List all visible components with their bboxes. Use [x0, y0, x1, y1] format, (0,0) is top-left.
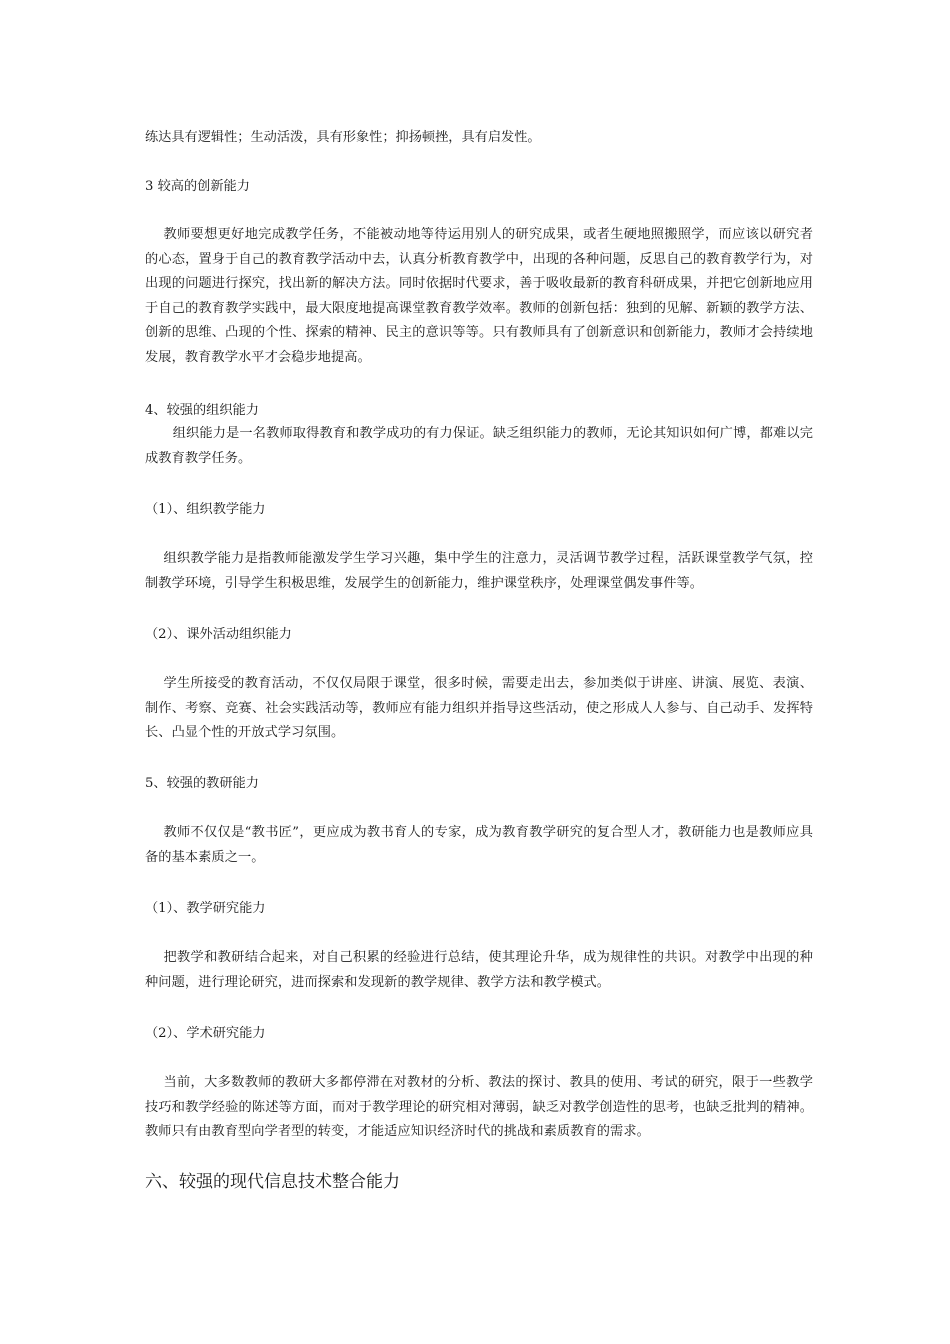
paragraph-extracurricular: 学生所接受的教育活动，不仅仅局限于课堂，很多时候，需要走出去，参加类似于讲座、讲演、展览、表演、制作、考察、竞赛、社会实践活动等，教师应有能力组织并指导这些活动，使之形成人人参与、自己动手、发挥特长、凸显个性的开放式学习氛围。	[145, 676, 813, 740]
heading-academic-research: （2）、学术研究能力	[145, 1026, 266, 1041]
paragraph-intro-end: 练达具有逻辑性；生动活泼，具有形象性；抑扬顿挫，具有启发性。	[145, 130, 541, 145]
heading-organization-ability: 4、较强的组织能力	[145, 403, 259, 418]
paragraph-innovation: 教师要想更好地完成教学任务，不能被动地等待运用别人的研究成果，或者生硬地照搬照学，而应该以研究者的心态，置身于自己的教育教学活动中去，认真分析教育教学中，出现的各种问题，反思自己的教育教学行为，对出现的问题进行探究，找出新的解决方法。同时依据时代要求，善于吸收最新的教育科研成果，并把它创新地应用于自己的教育教学实践中，最大限度地提高课堂教育教学效率。教师的创新包括：独到的见解、新颖的教学方法、创新的思维、凸现的个性、探索的精神、民主的意识等等。只有教师具有了创新意识和创新能力，教师才会持续地发展，教育教学水平才会稳步地提高。	[145, 227, 813, 365]
heading-extracurricular-organization: （2）、课外活动组织能力	[145, 627, 292, 642]
paragraph-teaching-research: 把教学和教研结合起来，对自己积累的经验进行总结，使其理论升华，成为规律性的共识。对教学中出现的种种问题，进行理论研究，进而探索和发现新的教学规律、教学方法和教学模式。	[145, 950, 813, 990]
paragraph-organization: 组织能力是一名教师取得教育和教学成功的有力保证。缺乏组织能力的教师，无论其知识如何广博，都难以完成教育教学任务。	[145, 426, 813, 466]
heading-research-ability: 5、较强的教研能力	[145, 776, 259, 791]
paragraph-teaching-organization: 组织教学能力是指教师能激发学生学习兴趣，集中学生的注意力，灵活调节教学过程，活跃课堂教学气氛，控制教学环境，引导学生积极思维，发展学生的创新能力，维护课堂秩序，处理课堂偶发事件等。	[145, 551, 813, 591]
heading-innovation-ability: 3 较高的创新能力	[145, 179, 250, 194]
heading-it-integration: 六、较强的现代信息技术整合能力	[145, 1172, 400, 1192]
paragraph-academic-research: 当前，大多数教师的教研大多都停滞在对教材的分析、教法的探讨、教具的使用、考试的研究，限于一些教学技巧和教学经验的陈述等方面，而对于教学理论的研究相对薄弱，缺乏对教学创造性的思考，也缺乏批判的精神。教师只有由教育型向学者型的转变，才能适应知识经济时代的挑战和素质教育的需求。	[145, 1075, 813, 1139]
paragraph-research: 教师不仅仅是“教书匠”，更应成为教书育人的专家，成为教育教学研究的复合型人才，教研能力也是教师应具备的基本素质之一。	[145, 825, 813, 865]
heading-teaching-organization: （1）、组织教学能力	[145, 502, 266, 517]
heading-teaching-research: （1）、教学研究能力	[145, 901, 266, 916]
